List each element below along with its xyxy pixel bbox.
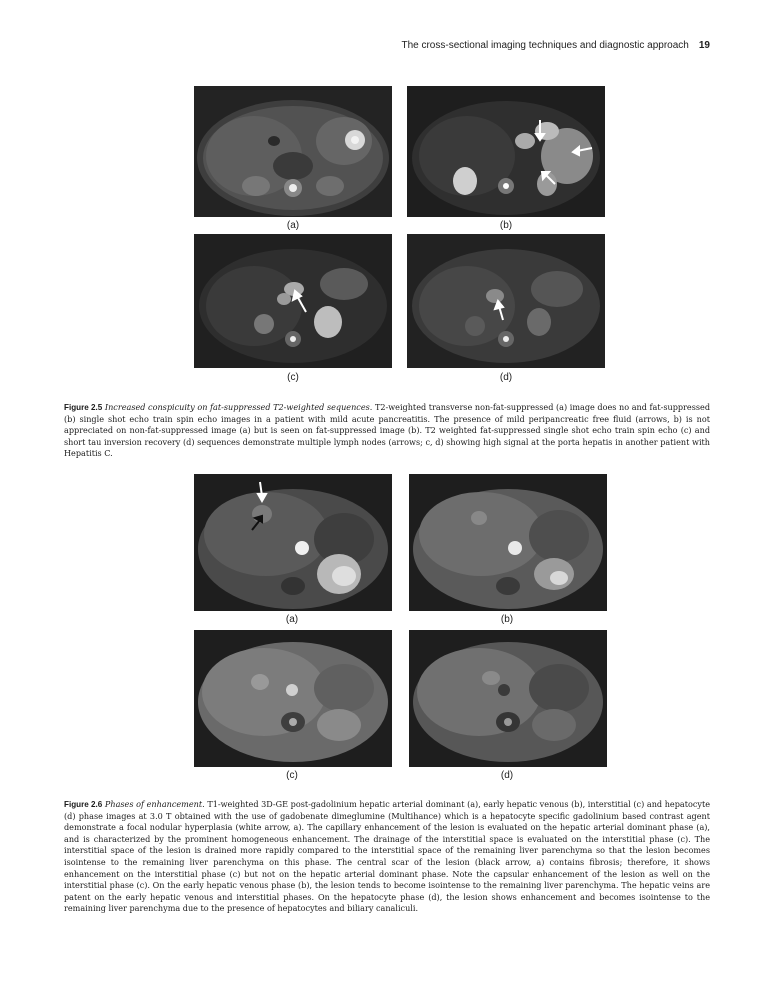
figure-2-6-image-d: [409, 630, 607, 767]
figure-2-6-label-a: (a): [285, 614, 299, 625]
figure-2-5-label-c: (c): [287, 372, 299, 383]
figure-2-5-caption-text: T2-weighted transverse non-fat-suppressed (a) image does no and fat-suppressed (b) single shot echo train spin echo images in a patient with mild acute pancreatitis. The presence of mild peripancreatic free fluid (arrows, b) is not appreciated on non-fat-suppressed image (a) but is seen on fat-suppressed image (b). T2 weighted fat-suppressed single shot echo train spin echo (c) and short tau inversion recovery (d) sequences demonstrate multiple lymph nodes (arrows; c, d) showing high signal at the porta hepatis in another patient with Hepatitis C.: [64, 402, 710, 459]
figure-2-5-label-a: (a): [286, 220, 300, 231]
figure-2-6-label-c: (c): [286, 770, 298, 781]
figure-2-5-image-a: [194, 86, 392, 217]
figure-2-5-image-d: [407, 234, 605, 368]
figure-2-6-label-d: (d): [500, 770, 514, 781]
figure-2-6-image-b: [409, 474, 607, 611]
figure-2-5-label-d: (d): [499, 372, 513, 383]
figure-2-5-caption: [64, 402, 710, 460]
page-number: 19: [698, 40, 710, 51]
figure-2-5-number: Figure 2.5: [64, 403, 103, 412]
figure-2-6-label-b: (b): [500, 614, 514, 625]
figure-2-6-caption-text: T1-weighted 3D-GE post-gadolinium hepatic arterial dominant (a), early hepatic venous (b), interstitial (c) and hepatocyte (d) phase images at 3.0 T obtained with the use of gadobenate dimeglumine (Multihance) which is a hepatocyte specific gadolinium based contrast agent demonstrate a focal nodular hyperplasia (white arrow, a). The capillary enhancement of the lesion is evaluated on the hepatic arterial dominant phase (a), and is characterized by the prominent homogeneous enhancement. The drainage of the interstitial space is evaluated on the interstitial phase (c). The interstitial space of the lesion is drained more rapidly compared to the interstitial space of the remaining liver parenchyma so that the lesion becomes isointense to the remaining liver parenchyma on this phase. The central scar of the lesion (black arrow, a) contains fibrosis; therefore, it shows enhancement on the interstitial phase (c) but not on the hepatic arterial dominant phase. Note the capsular enhancement of the lesion as well on the interstitial phase (c). On the early hepatic venous phase (b), the lesion tends to become isointense to the remaining liver parenchyma. The hepatic veins are patent on the early hepatic venous and interstitial phases. On the hepatocyte phase (d), the lesion shows enhancement and becomes isointense to the remaining liver parenchyma due to the presence of hepatocytes and biliary canaliculi.: [64, 799, 710, 914]
figure-2-6-title: Phases of enhancement.: [104, 799, 205, 809]
figure-2-5-image-b: [407, 86, 605, 217]
figure-2-6-image-c: [194, 630, 392, 767]
figure-2-5-title: Increased conspicuity on fat-suppressed T2-weighted sequences.: [104, 402, 373, 412]
running-head: [401, 40, 710, 51]
figure-2-6-number: Figure 2.6: [64, 800, 103, 809]
running-head-title: The cross-sectional imaging techniques and diagnostic approach: [401, 40, 689, 51]
figure-2-5-image-c: [194, 234, 392, 368]
figure-2-5-label-b: (b): [499, 220, 513, 231]
figure-2-6-caption: [64, 799, 710, 915]
figure-2-6-image-a: [194, 474, 392, 611]
